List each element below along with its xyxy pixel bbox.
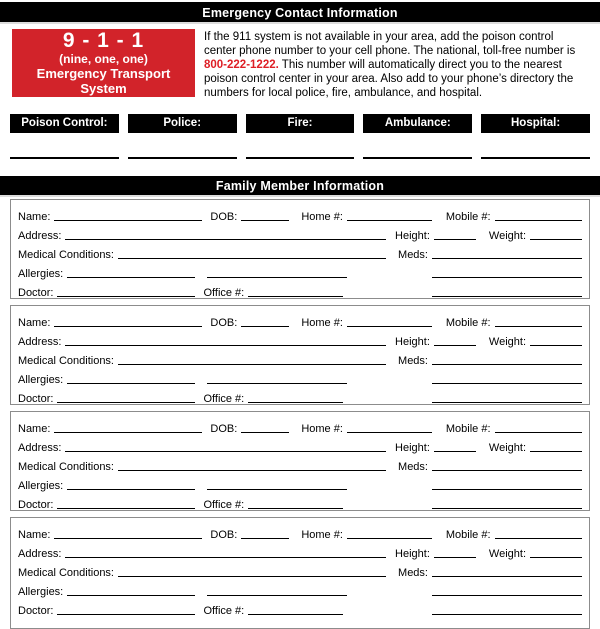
doctor-blank-line [57,499,195,509]
name-label: Name: [18,423,51,435]
contact-blank-lines-row [10,133,590,159]
medical-conditions-blank-line [118,461,386,471]
dob-label: DOB: [210,317,238,329]
address-label: Address: [18,336,62,348]
address-blank-line [65,230,386,240]
allergies-blank-line [67,268,195,278]
office-phone-blank-line [248,499,343,509]
home-phone-blank-line [347,211,432,221]
label-hospital: Hospital: [481,114,590,133]
dob-blank-line [241,529,289,539]
height-label: Height: [395,548,430,560]
address-label: Address: [18,230,62,242]
dob-blank-line [241,423,289,433]
911-red-box [12,29,195,97]
meds-continuation-line-2 [432,393,582,403]
mobile-phone-blank-line [495,317,582,327]
weight-label: Weight: [488,442,526,454]
allergies-label: Allergies: [18,374,64,386]
medical-conditions-label: Medical Conditions: [18,461,114,473]
ambulance-blank-line [363,155,472,159]
home-phone-label: Home #: [301,211,343,223]
office-phone-label: Office #: [203,499,245,511]
intro-text-after: This number will automatically direct you to the nearest poison control center in your area. Also add to your phone’s directory the numbers for local police, fire, ambulance, and hospital. [204,59,574,99]
family-member-block [10,305,590,405]
label-police: Police: [128,114,237,133]
emergency-section-title: Emergency Contact Information [202,6,398,20]
911-number: 9 - 1 - 1 [62,29,145,52]
member-row-name [18,310,582,329]
address-blank-line [65,336,386,346]
name-label: Name: [18,211,51,223]
allergies-continuation-line [207,480,347,490]
weight-blank-line [530,442,582,452]
medical-conditions-blank-line [118,355,386,365]
mobile-phone-label: Mobile #: [445,529,491,541]
allergies-label: Allergies: [18,480,64,492]
family-member-block [10,411,590,511]
address-label: Address: [18,548,62,560]
dob-label: DOB: [210,423,238,435]
weight-blank-line [530,336,582,346]
mobile-phone-label: Mobile #: [445,423,491,435]
member-row-address [18,223,582,242]
member-row-name [18,416,582,435]
office-phone-label: Office #: [203,287,245,299]
meds-label: Meds: [398,461,428,473]
allergies-label: Allergies: [18,268,64,280]
weight-label: Weight: [488,336,526,348]
family-member-block [10,517,590,629]
doctor-blank-line [57,393,195,403]
address-blank-line [65,442,386,452]
allergies-continuation-line [207,374,347,384]
office-phone-blank-line [248,287,343,297]
meds-continuation-line-2 [432,499,582,509]
label-poison-control: Poison Control: [10,114,119,133]
medical-conditions-label: Medical Conditions: [18,355,114,367]
label-fire: Fire: [246,114,355,133]
intro-paragraph [204,29,588,100]
member-row-medical [18,454,582,473]
name-label: Name: [18,317,51,329]
height-label: Height: [395,336,430,348]
name-blank-line [54,317,202,327]
medical-conditions-blank-line [118,567,386,577]
weight-blank-line [530,230,582,240]
member-row-doctor [18,386,582,405]
meds-continuation-line-2 [432,605,582,615]
member-row-medical [18,560,582,579]
office-phone-label: Office #: [203,605,245,617]
home-phone-blank-line [347,529,432,539]
office-phone-blank-line [248,605,343,615]
doctor-blank-line [57,287,195,297]
family-section-title: Family Member Information [215,179,385,193]
medical-conditions-label: Medical Conditions: [18,249,114,261]
member-row-doctor [18,280,582,299]
family-member-block [10,199,590,299]
911-pronunciation: (nine, one, one) [59,52,148,66]
office-phone-blank-line [248,393,343,403]
office-phone-label: Office #: [203,393,245,405]
allergies-blank-line [67,586,195,596]
mobile-phone-blank-line [495,423,582,433]
member-row-address [18,541,582,560]
medical-conditions-label: Medical Conditions: [18,567,114,579]
name-label: Name: [18,529,51,541]
weight-label: Weight: [488,230,526,242]
height-blank-line [434,442,476,452]
dob-label: DOB: [210,529,238,541]
meds-continuation-line [432,374,582,384]
intro-text-before: If the 911 system is not available in your area, add the poison control center phone number to your cell phone. The national, toll-free number is [204,31,576,57]
meds-continuation-line [432,586,582,596]
allergies-blank-line [67,374,195,384]
allergies-label: Allergies: [18,586,64,598]
member-row-address [18,329,582,348]
name-blank-line [54,529,202,539]
police-blank-line [128,155,237,159]
meds-label: Meds: [398,567,428,579]
meds-blank-line [432,355,582,365]
meds-blank-line [432,249,582,259]
member-row-address [18,435,582,454]
doctor-label: Doctor: [18,499,54,511]
member-row-doctor [18,598,582,617]
allergies-continuation-line [207,268,347,278]
allergies-blank-line [67,480,195,490]
member-row-allergies [18,579,582,598]
contact-labels-row [10,114,590,133]
height-label: Height: [395,442,430,454]
mobile-phone-label: Mobile #: [445,317,491,329]
allergies-continuation-line [207,586,347,596]
doctor-label: Doctor: [18,393,54,405]
height-blank-line [434,336,476,346]
meds-continuation-line [432,480,582,490]
doctor-blank-line [57,605,195,615]
member-row-allergies [18,473,582,492]
dob-blank-line [241,317,289,327]
medical-conditions-blank-line [118,249,386,259]
911-subtitle: Emergency Transport System [36,66,171,96]
poison-control-phone-number: 800-222-1222. [204,59,279,71]
address-label: Address: [18,442,62,454]
height-label: Height: [395,230,430,242]
weight-label: Weight: [488,548,526,560]
family-section-header [0,176,600,197]
height-blank-line [434,230,476,240]
hospital-blank-line [481,155,590,159]
home-phone-blank-line [347,423,432,433]
meds-label: Meds: [398,249,428,261]
page [0,2,600,629]
address-blank-line [65,548,386,558]
member-row-allergies [18,367,582,386]
home-phone-label: Home #: [301,529,343,541]
name-blank-line [54,211,202,221]
home-phone-label: Home #: [301,317,343,329]
poison-control-blank-line [10,155,119,159]
dob-blank-line [241,211,289,221]
name-blank-line [54,423,202,433]
fire-blank-line [246,155,355,159]
height-blank-line [434,548,476,558]
member-row-medical [18,348,582,367]
mobile-phone-label: Mobile #: [445,211,491,223]
mobile-phone-blank-line [495,211,582,221]
member-row-name [18,522,582,541]
meds-continuation-line [432,268,582,278]
member-row-allergies [18,261,582,280]
doctor-label: Doctor: [18,287,54,299]
doctor-label: Doctor: [18,605,54,617]
member-row-medical [18,242,582,261]
label-ambulance: Ambulance: [363,114,472,133]
dob-label: DOB: [210,211,238,223]
intro-row [12,29,588,100]
member-row-doctor [18,492,582,511]
home-phone-label: Home #: [301,423,343,435]
meds-blank-line [432,461,582,471]
weight-blank-line [530,548,582,558]
meds-label: Meds: [398,355,428,367]
emergency-section-header [0,2,600,24]
member-row-name [18,204,582,223]
mobile-phone-blank-line [495,529,582,539]
meds-blank-line [432,567,582,577]
home-phone-blank-line [347,317,432,327]
meds-continuation-line-2 [432,287,582,297]
family-members-list [10,199,590,629]
